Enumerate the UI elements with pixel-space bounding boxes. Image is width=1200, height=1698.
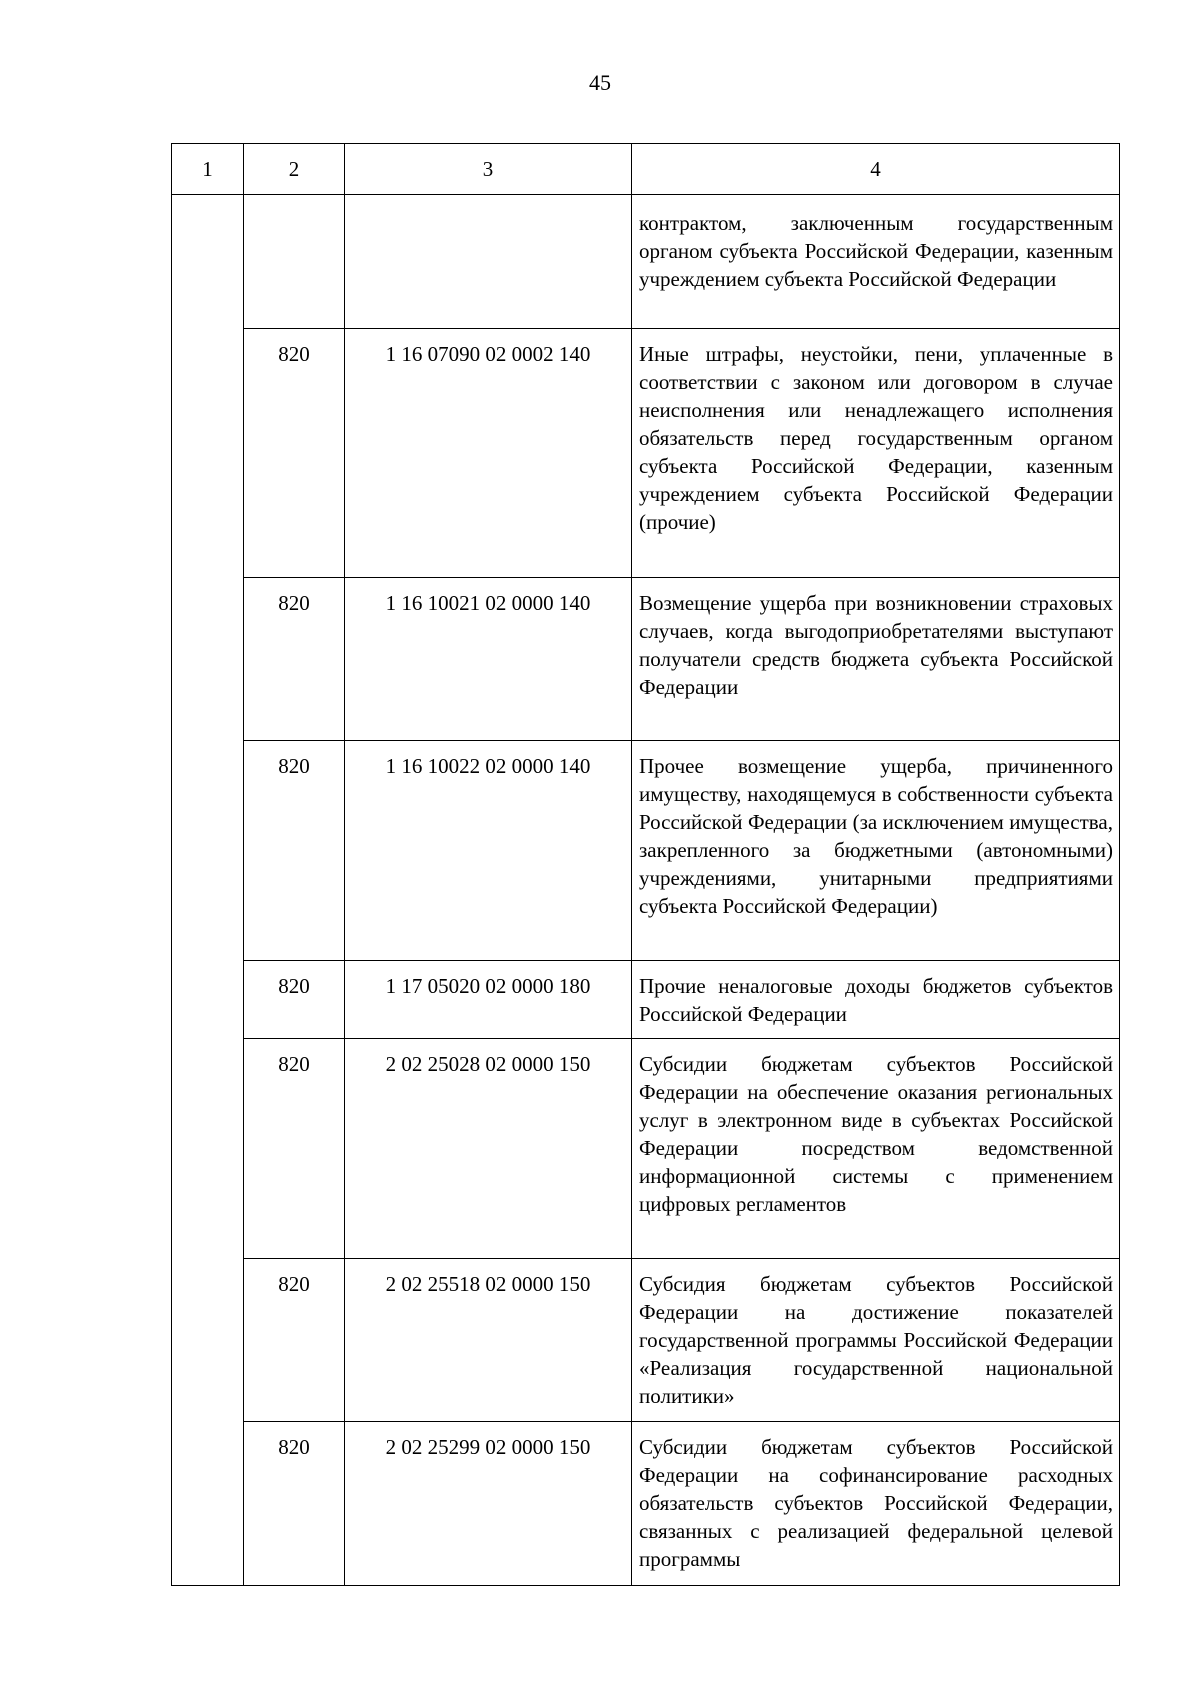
table-row: [172, 195, 1120, 329]
admin-code-cell: [244, 195, 345, 329]
admin-code-cell: 820: [244, 1039, 345, 1259]
revenue-code-cell: [345, 195, 632, 329]
page-number: 45: [589, 70, 611, 95]
revenue-description-cell: Иные штрафы, неустойки, пени, уплаченные в соответствии с законом или договором в случае неисполнения или ненадлежащего исполнения обязательств перед государственным органом субъекта Российской Федерации, казенным учреждением субъекта Российской Федерации (прочие): [632, 329, 1120, 578]
revenue-code-cell: 2 02 25518 02 0000 150: [345, 1259, 632, 1422]
header-col-4: 4: [632, 144, 1120, 195]
revenue-code-cell: 1 16 10021 02 0000 140: [345, 578, 632, 741]
table-row: [172, 1039, 1120, 1259]
revenue-description-cell: Прочее возмещение ущерба, причиненного имуществу, находящемуся в собственности субъекта Российской Федерации (за исключением имущества, закрепленного за бюджетными (автономными) учреждениями, унитарными предприятиями субъекта Российской Федерации): [632, 741, 1120, 961]
admin-code-cell: 820: [244, 1422, 345, 1586]
table-row: [172, 1259, 1120, 1422]
revenue-description-cell: Субсидия бюджетам субъектов Российской Федерации на достижение показателей государственной программы Российской Федерации «Реализация государственной национальной политики»: [632, 1259, 1120, 1422]
table-header-row: [172, 144, 1120, 195]
admin-code-cell: 820: [244, 578, 345, 741]
revenue-code-cell: 1 17 05020 02 0000 180: [345, 961, 632, 1039]
header-col-1: 1: [172, 144, 244, 195]
revenue-description-cell: Возмещение ущерба при возникновении страховых случаев, когда выгодоприобретателями выступают получатели средств бюджета субъекта Российской Федерации: [632, 578, 1120, 741]
admin-code-cell: 820: [244, 329, 345, 578]
revenue-codes-table: [171, 143, 1120, 1586]
table-row: [172, 1422, 1120, 1586]
admin-code-cell: 820: [244, 1259, 345, 1422]
revenue-description-cell: Субсидии бюджетам субъектов Российской Федерации на обеспечение оказания региональных услуг в электронном виде в субъектах Российской Федерации посредством ведомственной информационной системы с применением цифровых регламентов: [632, 1039, 1120, 1259]
revenue-description-cell: Субсидии бюджетам субъектов Российской Федерации на софинансирование расходных обязательств субъектов Российской Федерации, связанных с реализацией федеральной целевой программы: [632, 1422, 1120, 1586]
col-1-empty-cell: [172, 195, 244, 1586]
revenue-code-cell: 1 16 10022 02 0000 140: [345, 741, 632, 961]
admin-code-cell: 820: [244, 961, 345, 1039]
table-row: [172, 329, 1120, 578]
admin-code-cell: 820: [244, 741, 345, 961]
revenue-code-cell: 1 16 07090 02 0002 140: [345, 329, 632, 578]
table-row: [172, 578, 1120, 741]
table-row: [172, 741, 1120, 961]
table-row: [172, 961, 1120, 1039]
header-col-3: 3: [345, 144, 632, 195]
revenue-description-cell: контрактом, заключенным государственным органом субъекта Российской Федерации, казенным учреждением субъекта Российской Федерации: [632, 195, 1120, 329]
revenue-description-cell: Прочие неналоговые доходы бюджетов субъектов Российской Федерации: [632, 961, 1120, 1039]
header-col-2: 2: [244, 144, 345, 195]
revenue-code-cell: 2 02 25028 02 0000 150: [345, 1039, 632, 1259]
revenue-code-cell: 2 02 25299 02 0000 150: [345, 1422, 632, 1586]
